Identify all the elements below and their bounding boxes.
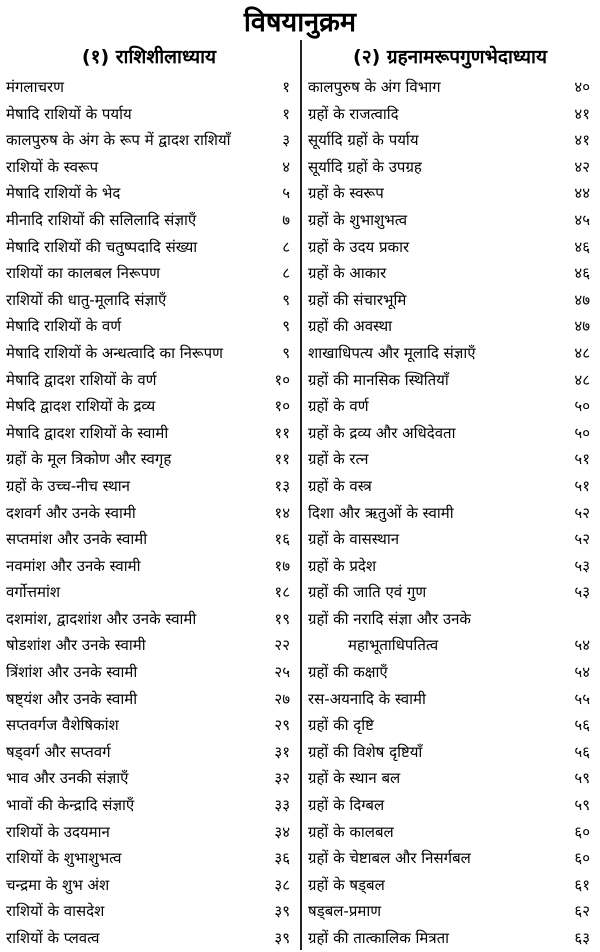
entry-page-number: ८: [282, 237, 290, 256]
entry-page-number: २२: [274, 636, 290, 655]
entry-page-number: १९: [274, 609, 290, 628]
toc-entry[interactable]: [308, 792, 592, 819]
entry-title: ग्रहों के उदय प्रकार: [308, 237, 410, 256]
entry-title: मेषादि राशियों के अन्धत्वादि का निरूपण: [6, 343, 223, 362]
toc-entry[interactable]: [308, 553, 592, 580]
toc-entry[interactable]: [6, 420, 292, 447]
entry-title: राशियों के स्वरूप: [6, 157, 99, 176]
entry-title: ग्रहों की दृष्टि: [308, 716, 374, 735]
toc-entry[interactable]: [6, 234, 292, 261]
toc-entry[interactable]: [6, 739, 292, 766]
toc-entry[interactable]: [6, 712, 292, 739]
toc-entry[interactable]: [308, 180, 592, 207]
entry-page-number: ३: [282, 131, 290, 150]
toc-entry[interactable]: [308, 393, 592, 420]
toc-entry[interactable]: [308, 819, 592, 846]
entry-title: ग्रहों के राजत्वादि: [308, 104, 399, 123]
entry-page-number: ५५: [574, 689, 590, 708]
toc-entry[interactable]: [308, 579, 592, 606]
entry-title: ग्रहों की विशेष दृष्टियाँ: [308, 742, 423, 761]
entry-title: महाभूताधिपतित्व: [348, 636, 439, 655]
entry-page-number: ३२: [274, 769, 290, 788]
toc-entry[interactable]: [6, 659, 292, 686]
entry-title: कालपुरुष के अंग के रूप में द्वादश राशियाँ: [6, 131, 231, 150]
toc-entry[interactable]: [6, 632, 292, 659]
entry-title: ग्रहों की कक्षाएँ: [308, 663, 388, 682]
entry-title: ग्रहों के द्रव्य और अधिदेवता: [308, 423, 456, 442]
entry-title: सप्तमांश और उनके स्वामी: [6, 530, 148, 549]
toc-entry[interactable]: [6, 74, 292, 101]
toc-section-2: [308, 40, 592, 952]
entry-page-number: १: [282, 78, 290, 96]
toc-entry[interactable]: [308, 765, 592, 792]
toc-entry[interactable]: [308, 526, 592, 553]
toc-entry[interactable]: [6, 792, 292, 819]
entry-page-number: ५०: [574, 423, 590, 442]
entry-page-number: ३९: [274, 929, 290, 947]
entry-page-number: ४२: [574, 157, 590, 176]
entry-page-number: ५९: [574, 796, 590, 815]
page-title: विषयानुक्रम: [243, 7, 357, 38]
entry-title: सूर्यादि ग्रहों के पर्याय: [308, 131, 419, 150]
entry-page-number: २९: [274, 716, 290, 735]
entry-title: राशियों की धातु-मूलादि संज्ञाएँ: [6, 290, 167, 309]
entry-page-number: १०: [274, 397, 290, 416]
entry-page-number: ४८: [574, 370, 590, 389]
entry-title: मेषादि राशियों के भेद: [6, 184, 121, 203]
entry-title: ग्रहों के शुभाशुभत्व: [308, 210, 408, 229]
entry-title: ग्रहों के वस्त्र: [308, 476, 372, 495]
entry-page-number: ५: [282, 184, 290, 203]
entry-page-number: ६०: [574, 849, 590, 868]
entry-page-number: ३६: [274, 849, 290, 868]
entry-page-number: १०: [274, 370, 290, 389]
entry-title: ग्रहों के वासस्थान: [308, 530, 400, 549]
toc-entry[interactable]: [6, 180, 292, 207]
entry-page-number: ४: [282, 157, 290, 176]
entry-page-number: १८: [274, 583, 290, 602]
entry-title: ग्रहों के चेष्टाबल और निसर्गबल: [308, 849, 471, 868]
entry-title: ग्रहों के दिग्बल: [308, 796, 385, 815]
toc-entry[interactable]: [6, 287, 292, 314]
toc-entry[interactable]: [308, 234, 592, 261]
entry-title: ग्रहों के प्रदेश: [308, 556, 377, 575]
toc-entry[interactable]: [6, 765, 292, 792]
entry-page-number: ४१: [574, 104, 590, 123]
entry-title: रस-अयनादि के स्वामी: [308, 689, 426, 708]
entry-page-number: ३९: [274, 902, 290, 921]
entry-title: ग्रहों के षड्बल: [308, 875, 385, 894]
entry-page-number: ९: [282, 317, 290, 336]
toc-entry[interactable]: [6, 579, 292, 606]
toc-entry[interactable]: [6, 819, 292, 846]
entry-title: षोडशांश और उनके स्वामी: [6, 636, 146, 655]
entry-title: ग्रहों की संचारभूमि: [308, 290, 407, 309]
entry-title: ग्रहों की जाति एवं गुण: [308, 583, 427, 602]
toc-entry[interactable]: [308, 500, 592, 527]
entry-title: राशियों के प्लवत्व: [6, 929, 100, 947]
entry-page-number: २५: [274, 663, 290, 682]
entry-title: षड्बल-प्रमाण: [308, 902, 382, 921]
toc-entry[interactable]: [308, 340, 592, 367]
toc-entry[interactable]: [308, 898, 592, 925]
entry-page-number: २७: [274, 689, 290, 708]
toc-entry[interactable]: [308, 313, 592, 340]
entry-page-number: ५६: [574, 716, 590, 735]
entry-page-number: १४: [274, 503, 290, 522]
entry-title: ग्रहों की अवस्था: [308, 317, 393, 336]
entry-page-number: १३: [274, 476, 290, 495]
toc-entry[interactable]: [308, 446, 592, 473]
entry-title: राशियों का कालबल निरूपण: [6, 264, 160, 283]
entry-page-number: ४१: [574, 131, 590, 150]
entry-title: मेषादि राशियों के पर्याय: [6, 104, 132, 123]
toc-entry[interactable]: [308, 101, 592, 128]
entry-page-number: ४४: [574, 184, 590, 203]
entry-title: मेषादि राशियों की चतुष्पदादि संख्या: [6, 237, 198, 256]
toc-entry[interactable]: [6, 340, 292, 367]
toc-entry[interactable]: [308, 74, 592, 101]
entry-title: त्रिंशांश और उनके स्वामी: [6, 663, 138, 682]
entry-page-number: ४८: [574, 343, 590, 362]
toc-entry[interactable]: [308, 367, 592, 394]
entry-page-number: ११: [274, 423, 290, 442]
entry-title: मेषदि द्वादश राशियों के द्रव्य: [6, 397, 156, 416]
toc-entry[interactable]: [308, 420, 592, 447]
toc-entry[interactable]: [6, 606, 292, 633]
entry-page-number: ४६: [574, 237, 590, 256]
entry-page-number: ४६: [574, 264, 590, 283]
toc-entry[interactable]: [6, 500, 292, 527]
entry-title: षड्वर्ग और सप्तवर्ग: [6, 742, 111, 761]
entry-title: ग्रहों के वर्ण: [308, 397, 369, 416]
toc-entry[interactable]: [308, 632, 592, 659]
entry-title: ग्रहों की तात्कालिक मित्रता: [308, 929, 450, 947]
entry-page-number: ६३: [574, 929, 590, 947]
entry-title: ग्रहों के आकार: [308, 264, 387, 283]
entry-page-number: ६०: [574, 822, 590, 841]
toc-entry[interactable]: [6, 553, 292, 580]
entry-page-number: ११: [274, 450, 290, 469]
entry-title: मेषादि द्वादश राशियों के स्वामी: [6, 423, 169, 442]
entry-title: राशियों के वासदेश: [6, 902, 105, 921]
entry-page-number: ९: [282, 290, 290, 309]
entry-title: चन्द्रमा के शुभ अंश: [6, 875, 110, 894]
column-divider: [300, 40, 302, 950]
toc-entry[interactable]: [6, 101, 292, 128]
entry-page-number: ५९: [574, 769, 590, 788]
toc-entry[interactable]: [6, 473, 292, 500]
entry-title: मंगलाचरण: [6, 78, 64, 96]
toc-entry[interactable]: [308, 659, 592, 686]
entry-title: मेषादि राशियों के वर्ण: [6, 317, 122, 336]
toc-entry[interactable]: [308, 473, 592, 500]
entry-page-number: १: [282, 104, 290, 123]
section-heading: (२) ग्रहनामरूपगुणभेदाध्याय: [353, 46, 547, 68]
entry-title: दशमांश, द्वादशांश और उनके स्वामी: [6, 609, 197, 628]
toc-entry[interactable]: [308, 154, 592, 181]
toc-entry[interactable]: [6, 526, 292, 553]
toc-entry[interactable]: [6, 260, 292, 287]
entry-title: नवमांश और उनके स्वामी: [6, 556, 141, 575]
entry-page-number: ५३: [574, 556, 590, 575]
entry-title: ग्रहों के मूल त्रिकोण और स्वगृह: [6, 450, 172, 469]
toc-entry[interactable]: [6, 367, 292, 394]
section-heading: (१) राशिशीलाध्याय: [81, 46, 217, 68]
toc-entry[interactable]: [6, 207, 292, 234]
entry-title: ग्रहों की मानसिक स्थितियाँ: [308, 370, 449, 389]
entry-title: दिशा और ऋतुओं के स्वामी: [308, 503, 454, 522]
entry-page-number: ३४: [274, 822, 290, 841]
toc-section-1: [6, 40, 292, 952]
entry-title: सप्तवर्गज वैशेषिकांश: [6, 716, 119, 735]
toc-entry[interactable]: [6, 898, 292, 925]
toc-entry[interactable]: [6, 154, 292, 181]
entry-title: ग्रहों के स्थान बल: [308, 769, 401, 788]
entry-page-number: ५३: [574, 583, 590, 602]
entry-title: भाव और उनकी संज्ञाएँ: [6, 769, 129, 788]
entry-page-number: ९: [282, 343, 290, 362]
entry-title: मीनादि राशियों की सलिलादि संज्ञाएँ: [6, 210, 197, 229]
entry-page-number: ४७: [574, 290, 590, 309]
toc-entry[interactable]: [308, 260, 592, 287]
toc-entry[interactable]: [308, 739, 592, 766]
entry-page-number: १७: [274, 556, 290, 575]
toc-entry[interactable]: [6, 127, 292, 154]
toc-entry[interactable]: [308, 925, 592, 952]
toc-entry[interactable]: [308, 207, 592, 234]
entry-title: ग्रहों के रत्न: [308, 450, 369, 469]
toc-entry[interactable]: [308, 712, 592, 739]
entry-page-number: ५२: [574, 503, 590, 522]
entry-page-number: ४५: [574, 210, 590, 229]
entry-page-number: ८: [282, 264, 290, 283]
entry-title: भावों की केन्द्रादि संज्ञाएँ: [6, 796, 135, 815]
entry-title: मेषादि द्वादश राशियों के वर्ण: [6, 370, 157, 389]
entry-page-number: ४७: [574, 317, 590, 336]
entry-title: वर्गोत्तमांश: [6, 583, 61, 602]
toc-entry[interactable]: [6, 872, 292, 899]
entry-page-number: ६१: [574, 875, 590, 894]
toc-entry[interactable]: [308, 606, 592, 633]
entry-title: राशियों के शुभाशुभत्व: [6, 849, 122, 868]
entry-page-number: ५१: [574, 476, 590, 495]
entry-page-number: ५२: [574, 530, 590, 549]
entry-page-number: ५०: [574, 397, 590, 416]
toc-entry[interactable]: [6, 686, 292, 713]
entry-title: सूर्यादि ग्रहों के उपग्रह: [308, 157, 422, 176]
entry-title: राशियों के उदयमान: [6, 822, 110, 841]
entry-page-number: ५४: [574, 663, 590, 682]
toc-entry[interactable]: [6, 393, 292, 420]
entry-page-number: ५६: [574, 742, 590, 761]
entry-page-number: ६२: [574, 902, 590, 921]
toc-entry[interactable]: [308, 127, 592, 154]
entry-title: शाखाधिपत्य और मूलादि संज्ञाएँ: [308, 343, 476, 362]
entry-title: कालपुरुष के अंग विभाग: [308, 78, 441, 96]
toc-entry[interactable]: [6, 845, 292, 872]
entry-page-number: १६: [274, 530, 290, 549]
entry-title: षष्ट्यंश और उनके स्वामी: [6, 689, 138, 708]
entry-page-number: ५४: [574, 636, 590, 655]
entry-page-number: ७: [282, 210, 290, 229]
entry-title: दशवर्ग और उनके स्वामी: [6, 503, 136, 522]
toc-entry[interactable]: [6, 925, 292, 952]
entry-page-number: ३३: [274, 796, 290, 815]
toc-entry[interactable]: [308, 287, 592, 314]
entry-title: ग्रहों के स्वरूप: [308, 184, 384, 203]
entry-page-number: ५१: [574, 450, 590, 469]
entry-title: ग्रहों की नरादि संज्ञा और उनके: [308, 609, 471, 628]
entry-page-number: ३१: [274, 742, 290, 761]
entry-page-number: [590, 606, 592, 633]
toc-entry[interactable]: [6, 313, 292, 340]
toc-entry[interactable]: [6, 446, 292, 473]
entry-title: ग्रहों के कालबल: [308, 822, 394, 841]
entry-page-number: ४०: [574, 78, 590, 96]
toc-entry[interactable]: [308, 845, 592, 872]
entry-page-number: ३८: [274, 875, 290, 894]
entry-title: ग्रहों के उच्च-नीच स्थान: [6, 476, 131, 495]
toc-entry[interactable]: [308, 686, 592, 713]
toc-entry[interactable]: [308, 872, 592, 899]
